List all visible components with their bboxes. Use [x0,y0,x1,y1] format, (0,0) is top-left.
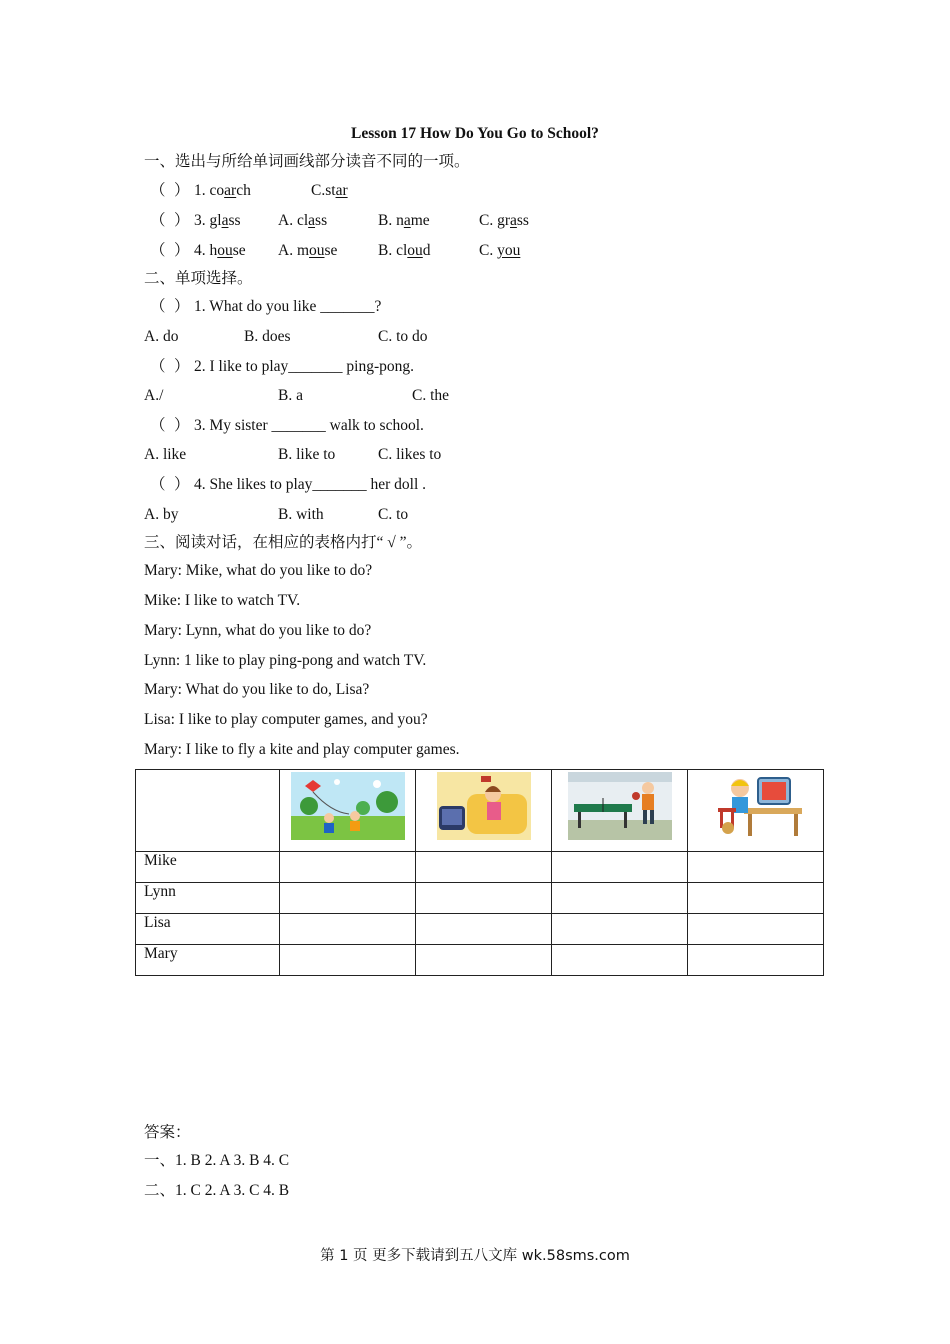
answer-paren-open: （ [150,182,166,199]
check-cell[interactable] [552,883,688,914]
answer-paren-close: ） [174,417,190,434]
check-cell[interactable] [552,852,688,883]
check-cell[interactable] [416,945,552,976]
computer-games-picture [704,772,808,840]
fly-kite-picture [291,772,405,840]
name-cell: Lynn [136,883,280,914]
answers-line-1: 一、1. B 2. A 3. B 4. C [144,1152,290,1169]
name-cell: Mary [136,945,280,976]
option-b: B. name [378,212,430,229]
item-word: 1. coarch [194,182,251,199]
question-2: 2. I like to play_______ ping-pong. [194,358,414,375]
table-row-lynn [136,883,824,914]
page-footer: 第 1 页 更多下载请到五八文库 wk.58sms.com [320,1248,630,1264]
table-header-computer [688,770,824,852]
name-cell: Mike [136,852,280,883]
check-cell[interactable] [688,883,824,914]
check-cell[interactable] [688,945,824,976]
item-word: 4. house [194,242,246,259]
check-cell[interactable] [416,852,552,883]
q1-option-b: B. does [244,328,291,345]
q4-option-c: C. to [378,506,409,523]
option-b: B. cloud [378,242,431,259]
answer-paren-open: （ [150,298,166,315]
part2-heading: 二、单项选择。 [144,270,253,287]
q2-option-c: C. the [412,387,450,404]
dialogue-line: Mary: Lynn, what do you like to do? [144,622,372,639]
q2-option-b: B. a [278,387,303,404]
answer-table [135,769,824,976]
dialogue-line: Lisa: I like to play computer games, and you? [144,711,428,728]
option-a: A. mouse [278,242,338,259]
dialogue-line: Mary: I like to fly a kite and play computer games. [144,741,460,758]
table-header-tv [416,770,552,852]
answer-paren-open: （ [150,417,166,434]
answer-paren-close: ） [174,358,190,375]
option-c: C.star [311,182,348,199]
name-cell: Lisa [136,914,280,945]
ping-pong-picture [568,772,672,840]
page-title: Lesson 17 How Do You Go to School? [351,125,599,142]
table-row-lisa [136,914,824,945]
question-1: 1. What do you like _______? [194,298,382,315]
answer-paren-close: ） [174,298,190,315]
table-row-mary [136,945,824,976]
check-cell[interactable] [552,945,688,976]
answers-line-2: 二、1. C 2. A 3. C 4. B [144,1182,290,1199]
q4-option-b: B. with [278,506,324,523]
option-c: C. you [479,242,521,259]
answer-paren-open: （ [150,358,166,375]
check-cell[interactable] [280,883,416,914]
answer-paren-close: ） [174,476,190,493]
dialogue-line: Mary: What do you like to do, Lisa? [144,681,370,698]
check-cell[interactable] [688,914,824,945]
table-corner-cell [136,770,280,852]
answer-paren-open: （ [150,242,166,259]
item-word: 3. glass [194,212,241,229]
answers-heading: 答案： [144,1124,191,1141]
check-cell[interactable] [552,914,688,945]
answer-paren-close: ） [174,212,190,229]
dialogue-line: Mike: I like to watch TV. [144,592,301,609]
q1-option-a: A. do [144,328,179,345]
table-row-mike [136,852,824,883]
question-4: 4. She likes to play_______ her doll . [194,476,427,493]
dialogue-line: Mary: Mike, what do you like to do? [144,562,373,579]
answer-paren-open: （ [150,476,166,493]
watch-tv-picture [437,772,531,840]
q3-option-b: B. like to [278,446,336,463]
question-3: 3. My sister _______ walk to school. [194,417,424,434]
check-cell[interactable] [280,945,416,976]
option-c: C. grass [479,212,529,229]
q4-option-a: A. by [144,506,179,523]
table-header-pingpong [552,770,688,852]
part1-heading: 一、选出与所给单词画线部分读音不同的一项。 [144,153,470,170]
check-cell[interactable] [280,852,416,883]
q2-option-a: A./ [144,387,164,404]
part3-heading: 三、阅读对话，在相应的表格内打“ √ ”。 [144,534,423,551]
q1-option-c: C. to do [378,328,428,345]
option-a: A. class [278,212,328,229]
check-cell[interactable] [280,914,416,945]
answer-paren-close: ） [174,182,190,199]
q3-option-c: C. likes to [378,446,442,463]
answer-paren-close: ） [174,242,190,259]
check-cell[interactable] [416,914,552,945]
q3-option-a: A. like [144,446,187,463]
check-cell[interactable] [688,852,824,883]
check-cell[interactable] [416,883,552,914]
dialogue-line: Lynn: 1 like to play ping-pong and watch TV. [144,652,427,669]
answer-paren-open: （ [150,212,166,229]
table-header-kite [280,770,416,852]
